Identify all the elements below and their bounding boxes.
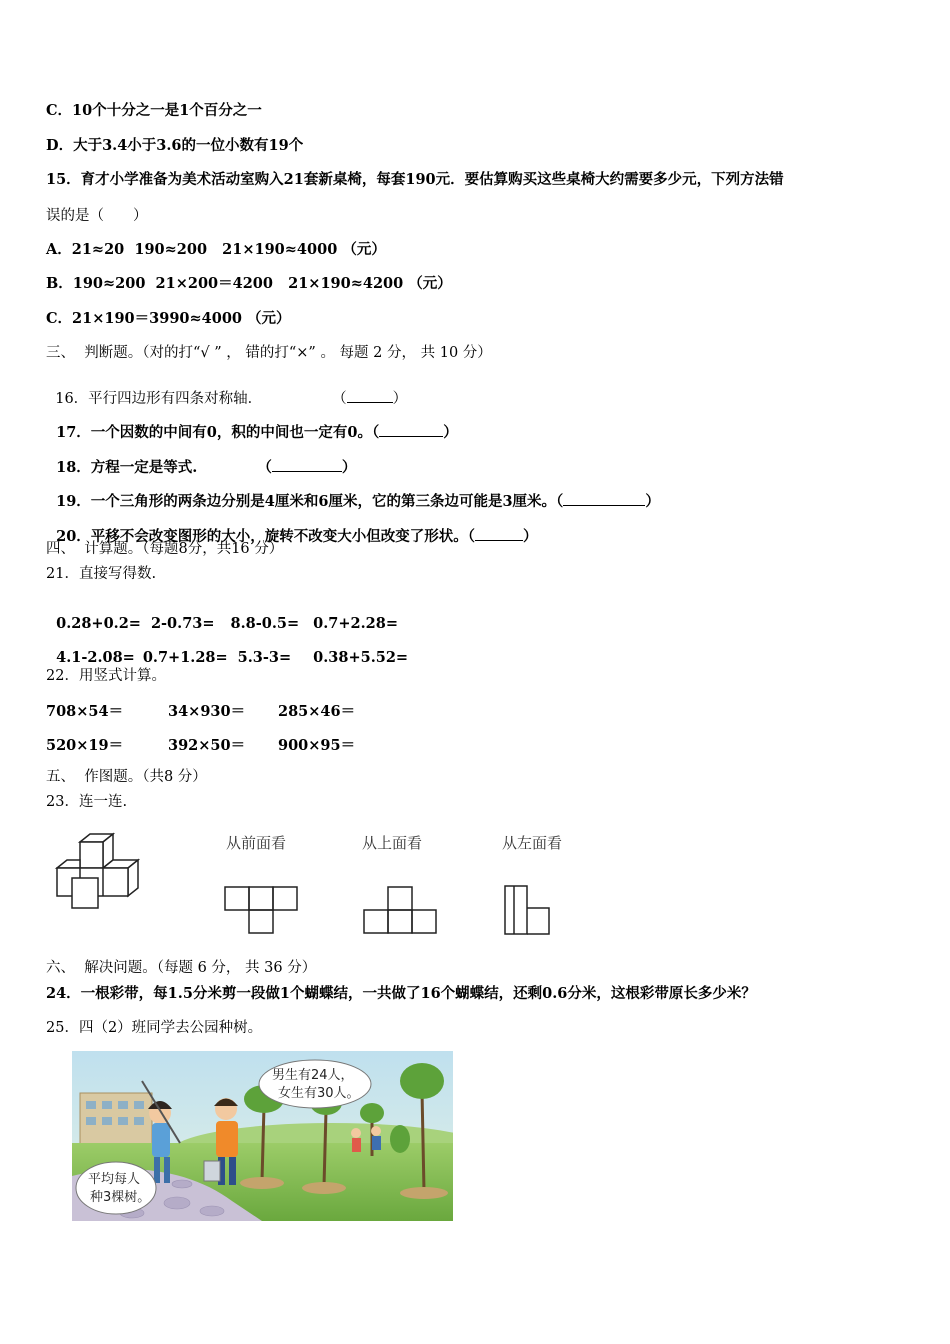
question-15-option-a: A．21≈20 190≈200 21×190≈4000 （元） <box>46 241 386 258</box>
question-22: 22．用竖式计算。 <box>46 668 166 684</box>
answer-blank[interactable] <box>475 526 523 541</box>
bubble-text-girls: 女生有30人。 <box>278 1086 360 1101</box>
paren-open: （ <box>257 459 272 476</box>
question-18-text: 18．方程一定是等式. <box>56 459 198 476</box>
calc-item: 0.7+2.28= <box>313 615 398 632</box>
view-label-left: 从左面看 <box>502 834 563 852</box>
section-3-heading: 三、 判断题。（对的打“√ ” ， 错的打“×” 。 每题 2 分， 共 10 分） <box>46 345 492 361</box>
front-view-figure <box>222 884 302 936</box>
calc-item: 0.7+1.28= <box>142 649 228 666</box>
answer-blank[interactable] <box>272 457 342 472</box>
calc21-row2 <box>46 632 408 666</box>
paren-close: ） <box>443 424 458 441</box>
question-20-text: 20．平移不会改变图形的大小，旋转不改变大小但改变了形状。（ <box>56 528 476 545</box>
calc22-item: 392×50＝ <box>168 737 246 754</box>
question-23: 23．连一连. <box>46 794 128 810</box>
question-15-line2: 误的是（ ） <box>46 208 148 224</box>
section-5-heading: 五、 作图题。（共8 分） <box>46 769 207 785</box>
bubble-text-trees: 种3棵树。 <box>90 1190 151 1205</box>
tree-planting-illustration <box>72 1051 453 1221</box>
question-15-option-b: B．190≈200 21×200＝4200 21×190≈4200 （元） <box>46 275 452 292</box>
line-option-c: C．10个十分之一是1个百分之一 <box>46 102 262 119</box>
calc-item: 4.1-2.08= <box>56 649 135 666</box>
paren-close: ） <box>645 493 660 510</box>
view-label-front: 从前面看 <box>226 834 287 852</box>
question-19-text: 19．一个三角形的两条边分别是4厘米和6厘米，它的第三条边可能是3厘米。（ <box>56 493 564 510</box>
answer-blank[interactable] <box>379 422 443 437</box>
answer-blank[interactable] <box>347 388 393 403</box>
top-view-figure <box>361 884 441 936</box>
calc22-item: 520×19＝ <box>46 737 124 754</box>
calc22-item: 34×930＝ <box>168 703 246 720</box>
calc-item: 2-0.73= <box>150 615 215 632</box>
calc22-item: 285×46＝ <box>278 703 356 720</box>
question-24: 24．一根彩带，每1.5分米剪一段做1个蝴蝶结，一共做了16个蝴蝶结，还剩0.6分米，这根彩带原长多少米？ <box>46 985 756 1002</box>
paren-close: ） <box>392 391 408 407</box>
question-25: 25．四（2）班同学去公园种树。 <box>46 1020 263 1036</box>
calc-item: 8.8-0.5= <box>230 615 300 632</box>
calc22-item: 900×95＝ <box>278 737 356 754</box>
calc22-item: 708×54＝ <box>46 703 124 720</box>
calc-item: 0.38+5.52= <box>313 649 409 666</box>
question-17-text: 17．一个因数的中间有0，积的中间也一定有0。（ <box>56 424 380 441</box>
answer-blank[interactable] <box>563 491 645 506</box>
view-label-top: 从上面看 <box>362 834 423 852</box>
bubble-text-average: 平均每人 <box>88 1172 141 1187</box>
question-15-line1: 15．育才小学准备为美术活动室购入21套新桌椅，每套190元．要估算购买这些桌椅大约需要多少元，下列方法错 <box>46 171 784 188</box>
question-16-text: 16．平行四边形有四条对称轴． <box>55 391 263 407</box>
paren-open: （ <box>332 391 347 407</box>
question-21: 21．直接写得数. <box>46 566 157 582</box>
calc-item: 0.28+0.2= <box>56 615 141 632</box>
paren-close: ） <box>341 459 357 476</box>
calc21-row1 <box>46 598 398 632</box>
question-15-option-c: C．21×190＝3990≈4000 （元） <box>46 310 291 327</box>
section-6-heading: 六、 解决问题。（每题 6 分， 共 36 分） <box>46 960 317 976</box>
paren-close: ） <box>523 528 538 545</box>
calc-item: 5.3-3= <box>237 649 292 666</box>
cube-stack-figure <box>50 832 150 912</box>
line-option-d: D．大于3.4小于3.6的一位小数有19个 <box>46 137 304 154</box>
left-view-figure <box>502 884 558 938</box>
section-4-heading: 四、 计算题。（每题8分，共16 分） <box>46 541 284 557</box>
bubble-text-boys: 男生有24人， <box>272 1068 354 1083</box>
